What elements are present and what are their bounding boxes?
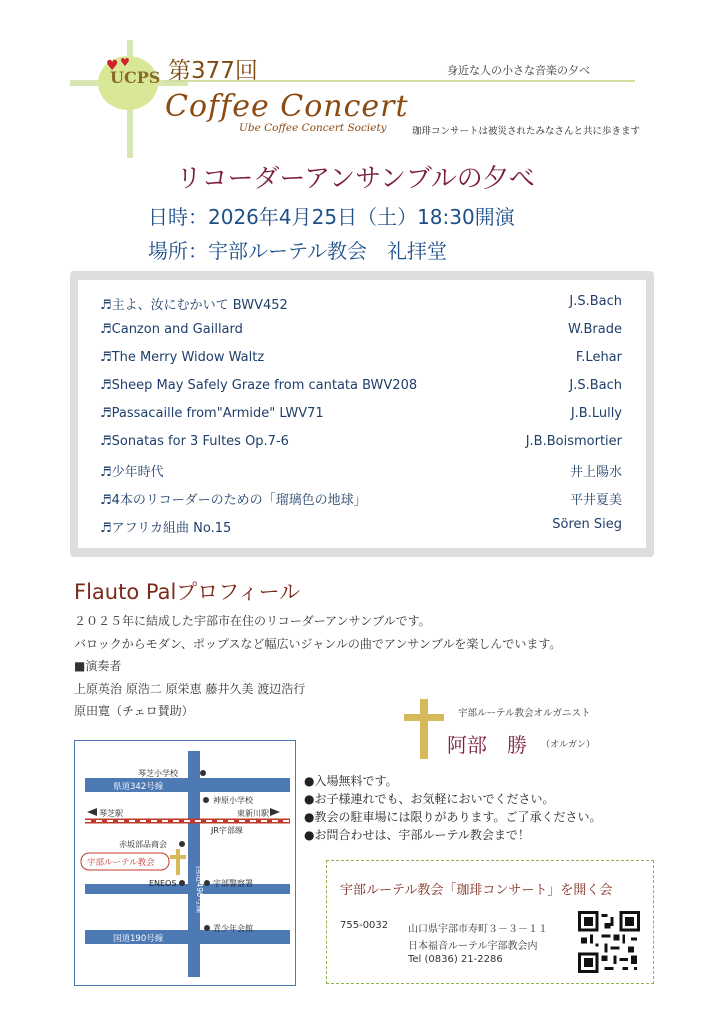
program-work: ♬アフリカ組曲 No.15 [100, 521, 232, 536]
map-label: 神原小学校 [213, 796, 253, 805]
profile-title: Flauto Palプロフィール [74, 580, 301, 604]
map-label: 琴芝駅 [99, 809, 123, 818]
event-title: リコーダーアンサンブルの夕べ [176, 164, 535, 194]
program-work: ♬The Merry Widow Waltz [100, 350, 265, 365]
program-item [100, 294, 622, 314]
map-graphic [75, 741, 295, 985]
road-route490 [188, 751, 200, 977]
profile-text: バロックからモダン、ポップスなど幅広いジャンルの曲でアンサンブルを楽しんでいます。 [74, 637, 562, 651]
program-item [100, 489, 622, 509]
program-composer: J.S.Bach [569, 294, 622, 309]
society-name: Ube Coffee Concert Society [239, 122, 387, 134]
address-line: 山口県宇部市寿町３－３－１１ [408, 924, 548, 935]
arrow-right-icon [270, 808, 280, 816]
access-map [74, 740, 296, 986]
program-work: ♬少年時代 [100, 465, 164, 480]
profile-text: ２０２５年に結成した宇部市在住のリコーダーアンサンブルです。 [74, 614, 431, 628]
program-item [100, 350, 622, 370]
program-work: ♬Passacaille from"Armide" LWV71 [100, 406, 324, 421]
organist-role: 宇部ルーテル教会オルガニスト [458, 708, 591, 719]
map-label: 赤坂部品商会 [119, 840, 167, 849]
program-item [100, 406, 622, 426]
program-composer: J.B.Boismortier [525, 434, 622, 449]
point-icon [179, 880, 185, 886]
organist-instrument: （オルガン） [541, 740, 596, 750]
motto: 珈琲コンサートは被災されたみなさんと共に歩きます [412, 126, 641, 137]
program-composer: F.Lehar [575, 350, 622, 365]
program-work: ♬Canzon and Gaillard [100, 322, 243, 337]
tagline: 身近な人の小さな音楽の夕べ [447, 64, 590, 77]
event-date: 日時：2026年4月25日（土）18:30開演 [148, 205, 515, 229]
map-label: 国道490号線 [195, 866, 204, 914]
point-icon [179, 841, 185, 847]
cross-icon [420, 699, 428, 759]
program-work: ♬主よ、汝にむかいて BWV452 [100, 298, 288, 313]
map-label-church: 宇部ルーテル教会 [87, 858, 155, 868]
map-label: ENEOS [149, 879, 177, 888]
program-composer: Sören Sieg [552, 517, 622, 532]
heart-icon-small: ♥ [120, 56, 130, 69]
point-icon [200, 770, 206, 776]
program-work: ♬4本のリコーダーのための「瑠璃色の地球」 [100, 493, 367, 508]
arrow-left-icon [87, 808, 97, 816]
map-label: 東新川駅 [237, 809, 269, 818]
organist-name: 阿部 勝 [447, 733, 527, 757]
program-composer: 平井夏美 [569, 493, 622, 508]
issue-number: 第377回 [168, 58, 258, 84]
program-composer: J.B.Lully [570, 406, 622, 421]
program-item [100, 378, 622, 398]
program-work: ♬Sheep May Safely Graze from cantata BWV208 [100, 378, 418, 393]
program-item [100, 322, 622, 342]
point-icon [204, 925, 210, 931]
event-place: 場所：宇部ルーテル教会 礼拝堂 [148, 239, 447, 263]
map-label: 青少年会館 [213, 924, 253, 933]
map-label: 琴芝小学校 [138, 769, 178, 778]
program-composer: J.S.Bach [569, 378, 622, 393]
concert-series-title: Coffee Concert [165, 89, 409, 124]
program-composer: 井上陽水 [569, 465, 622, 480]
road-east-west [85, 884, 290, 894]
note-item: ●入場無料です。 [304, 774, 398, 788]
organizer-title: 宇部ルーテル教会「珈琲コンサート」を開く会 [340, 883, 613, 898]
postal-code: 755-0032 [340, 920, 389, 931]
program-item [100, 461, 622, 481]
profile-text: ■演奏者 [74, 659, 122, 673]
qr-code-icon[interactable] [578, 911, 640, 973]
church-cross-bar [170, 855, 186, 859]
map-label: 国道190号線 [113, 934, 164, 944]
map-label: 宇部警察署 [213, 879, 253, 888]
note-item: ●お子様連れでも、お気軽においでください。 [304, 792, 555, 806]
profile-text: 上原英治 原浩二 原栄恵 藤井久美 渡辺浩行 [74, 682, 306, 696]
map-label: 県道342号線 [113, 782, 164, 792]
church-cross-icon [176, 849, 180, 875]
logo-lettering: UCPS [110, 68, 161, 87]
program-item [100, 434, 622, 454]
address-line: 日本福音ルーテル宇部教会内 [408, 941, 538, 952]
note-item: ●お問合わせは、宇部ルーテル教会まで！ [304, 828, 530, 842]
note-item: ●教会の駐車場には限りがあります。ご了承ください。 [304, 810, 602, 824]
cross-icon-bar [404, 714, 444, 721]
profile-text: 原田寛（チェロ賛助） [74, 704, 194, 718]
point-icon [203, 797, 209, 803]
program-composer: W.Brade [568, 322, 622, 337]
phone-number: Tel (0836) 21-2286 [408, 954, 503, 965]
program-item [100, 517, 622, 537]
map-label: JR宇部線 [211, 826, 243, 835]
program-work: ♬Sonatas for 3 Fultes Op.7-6 [100, 434, 289, 449]
heart-icon: ♥ [106, 58, 119, 74]
